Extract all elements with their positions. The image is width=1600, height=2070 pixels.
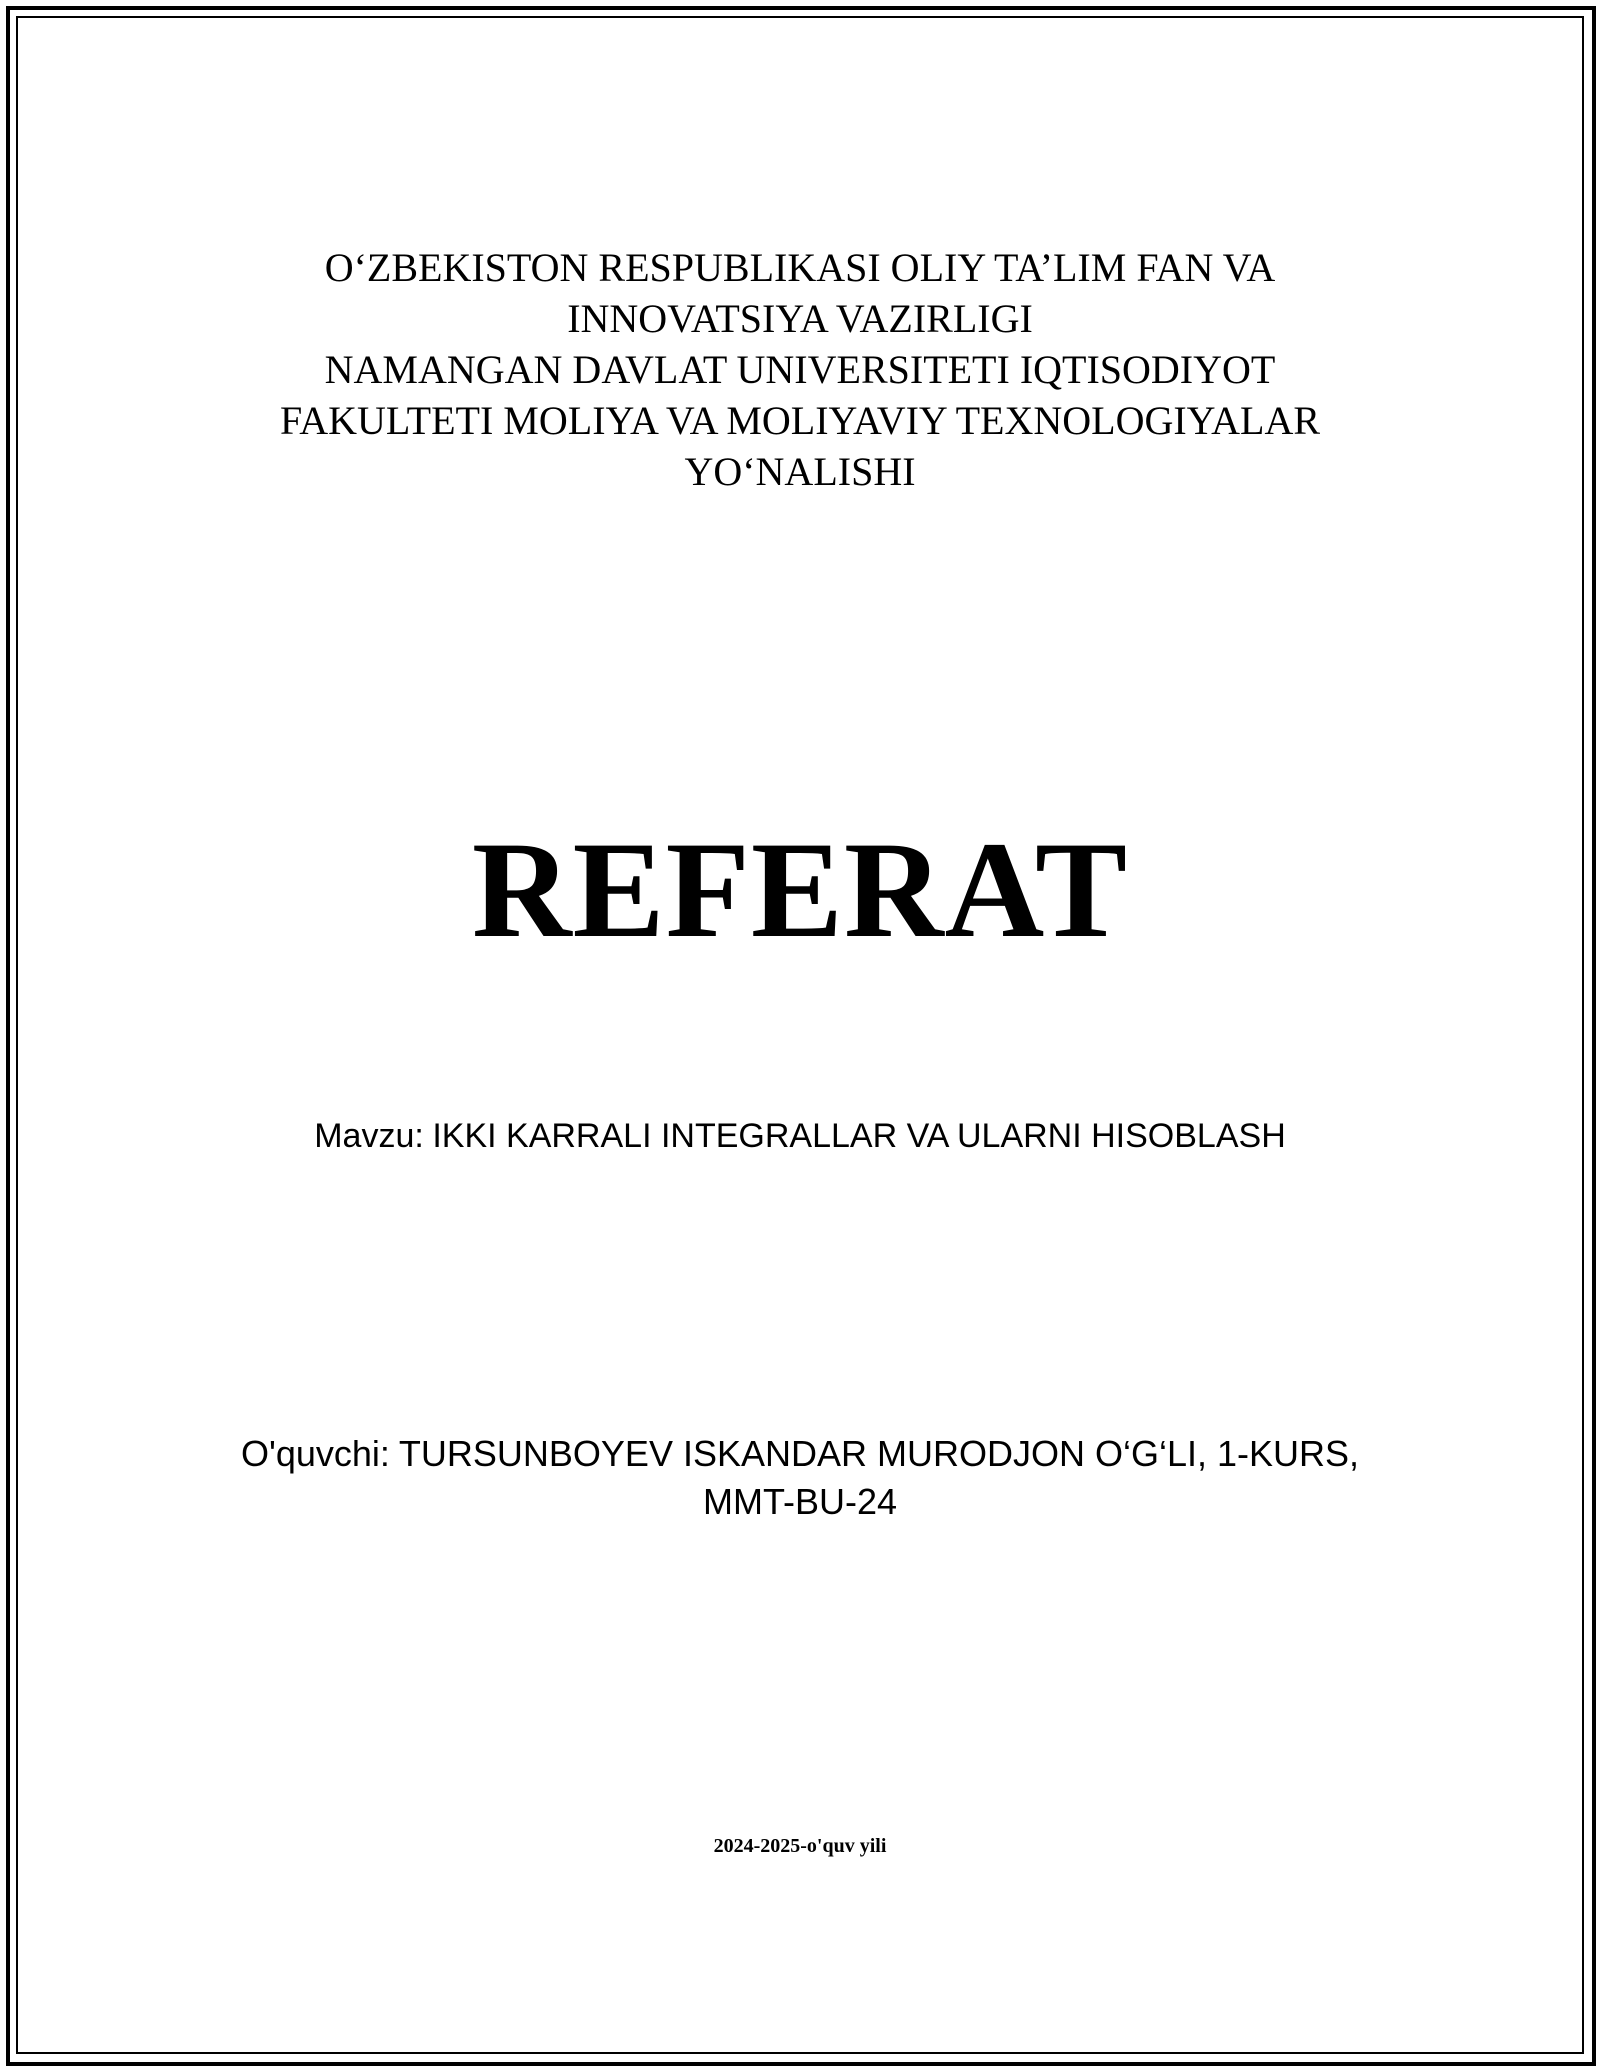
topic-line — [0, 1114, 1600, 1159]
document-title: REFERAT — [471, 813, 1129, 966]
header-line: YO‘NALISHI — [684, 449, 916, 494]
header-line: NAMANGAN DAVLAT UNIVERSITETI IQTISODIYOT — [324, 347, 1276, 392]
institution-header — [0, 242, 1600, 497]
student-line-1 — [0, 1430, 1600, 1478]
header-line: O‘ZBEKISTON RESPUBLIKASI OLIY TA’LIM FAN VA — [324, 245, 1276, 290]
header-line: INNOVATSIYA VAZIRLIGI — [567, 296, 1033, 341]
student-group: MMT-BU-24 — [702, 1481, 897, 1522]
header-line: FAKULTETI MOLIYA VA MOLIYAVIY TEXNOLOGIYALAR — [279, 398, 1321, 443]
topic-value: IKKI KARRALI INTEGRALLAR VA ULARNI HISOBLASH — [432, 1117, 1286, 1155]
student-name: TURSUNBOYEV ISKANDAR MURODJON O‘G‘LI, 1-KURS, — [398, 1433, 1360, 1474]
topic-label: Mavzu: — [314, 1117, 424, 1155]
student-info — [0, 1430, 1600, 1526]
academic-year: 2024-2025-o'quv yili — [713, 1835, 887, 1857]
student-label: O'quvchi: — [240, 1433, 390, 1474]
